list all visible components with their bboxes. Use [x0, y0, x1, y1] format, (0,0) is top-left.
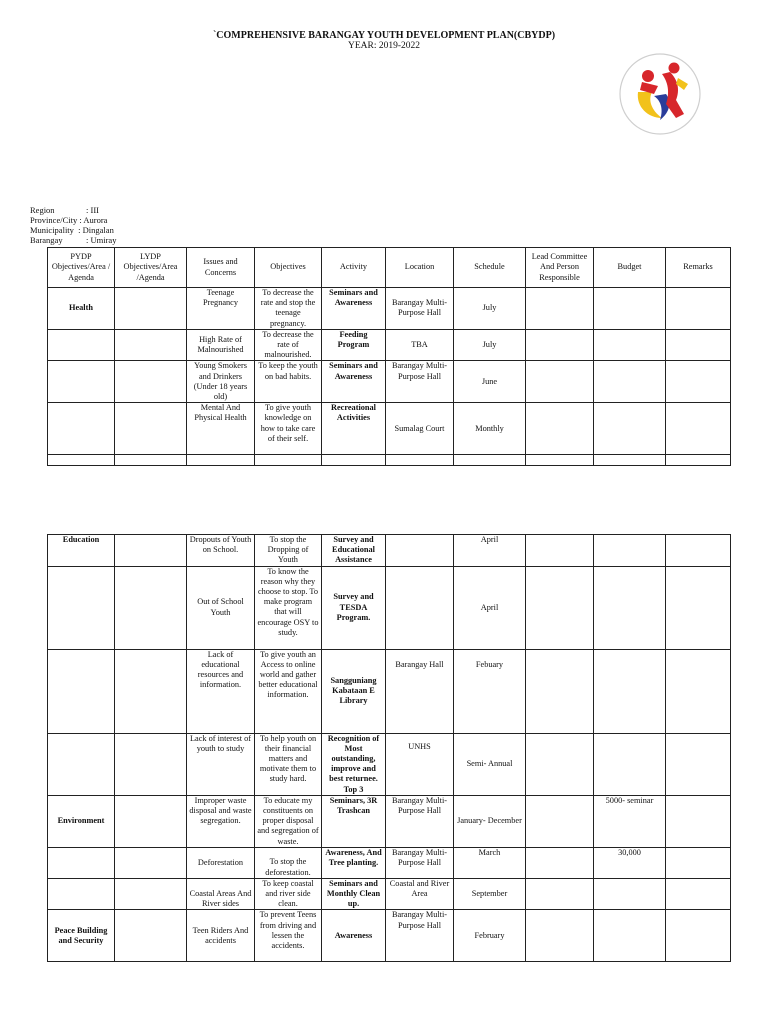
- region-line: Region : III: [30, 205, 99, 215]
- municipality-line: Municipality : Dingalan: [30, 225, 114, 235]
- table-row: [48, 455, 731, 466]
- col-lydp: LYDP Objectives/Area /Agenda: [115, 248, 187, 288]
- table-row: Young Smokers and Drinkers (Under 18 years old) To keep the youth on bad habits. Seminars and Awareness Barangay Multi- Purpose Hall June: [48, 361, 731, 403]
- area-health: Health: [48, 288, 115, 330]
- table-row: Coastal Areas And River sides To keep coastal and river side clean. Seminars and Monthly Clean up. Coastal and River Area September: [48, 878, 731, 910]
- document-title: `COMPREHENSIVE BARANGAY YOUTH DEVELOPMENT PLAN(CBYDP): [212, 30, 556, 41]
- table-row: Out of School Youth To know the reason why they choose to stop. To make program that will encourage OSY to study. Survey and TESDA Program. April: [48, 566, 731, 649]
- province-line: Province/City : Aurora: [30, 215, 108, 225]
- sk-logo-icon: [618, 52, 702, 136]
- col-location: Location: [386, 248, 454, 288]
- col-lead: Lead Committee And Person Responsible: [526, 248, 594, 288]
- col-issues: Issues and Concerns: [187, 248, 255, 288]
- table-row: Lack of educational resources and information. To give youth an Access to online world and gather better educational information. Sangguniang Kabataan E Library Barangay Hall Febuary: [48, 649, 731, 733]
- col-budget: Budget: [594, 248, 666, 288]
- table-row: Health Teenage Pregnancy To decrease the rate and stop the teenage pregnancy. Seminars and Awareness Barangay Multi- Purpose Hall July: [48, 288, 731, 330]
- col-remarks: Remarks: [666, 248, 731, 288]
- document-year: YEAR: 2019-2022: [347, 41, 421, 51]
- area-peace-building: Peace Building and Security: [48, 910, 115, 962]
- area-education: Education: [48, 535, 115, 567]
- table-row: Environment Improper waste disposal and waste segregation. To educate my constituents on proper disposal and segregation of waste. Seminars, 3R Trashcan Barangay Multi- Purpose Hall January- December 5000- seminar: [48, 795, 731, 847]
- barangay-line: Barangay : Umiray: [30, 235, 117, 245]
- table-row: Mental And Physical Health To give youth knowledge on how to take care of their self. Recreational Activities Sumalag Court Monthly: [48, 403, 731, 455]
- table-row: Education Dropouts of Youth on School. To stop the Dropping of Youth Survey and Educational Assistance April: [48, 535, 731, 567]
- table-row: Deforestation To stop the deforestation. Awareness, And Tree planting. Barangay Multi- Purpose Hall March 30,000: [48, 847, 731, 878]
- plan-table-continued: [47, 534, 731, 962]
- table-row: Peace Building and Security Teen Riders And accidents To prevent Teens from driving and lessen the accidents. Awareness Barangay Multi- Purpose Hall February: [48, 910, 731, 962]
- table-row: High Rate of Malnourished To decrease the rate of malnourished. Feeding Program TBA July: [48, 329, 731, 361]
- col-objectives: Objectives: [255, 248, 322, 288]
- table-row: Lack of interest of youth to study To help youth on their financial matters and motivate them to study hard. Recognition of Most outstanding, improve and best returnee. Top 3 UNHS Semi- Annual: [48, 733, 731, 795]
- col-activity: Activity: [322, 248, 386, 288]
- area-environment: Environment: [48, 795, 115, 847]
- col-pydp: PYDP Objectives/Area / Agenda: [48, 248, 115, 288]
- health-plan-table: [47, 247, 731, 466]
- header-row: [48, 248, 731, 288]
- col-schedule: Schedule: [454, 248, 526, 288]
